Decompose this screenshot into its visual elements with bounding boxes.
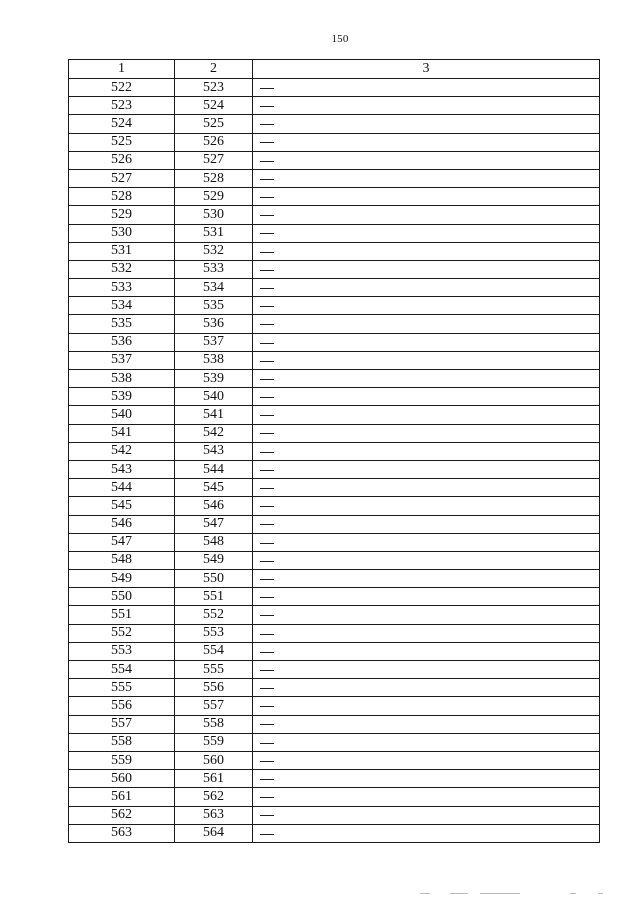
table-row	[69, 206, 600, 224]
dash-mark	[260, 397, 274, 398]
dash-mark	[260, 652, 274, 653]
cell-col-2: 559	[175, 733, 253, 751]
table-row	[69, 533, 600, 551]
table-row	[69, 79, 600, 97]
cell-col-1: 539	[69, 388, 175, 406]
dash-mark	[260, 670, 274, 671]
cell-col-1: 543	[69, 460, 175, 478]
cell-col-3	[253, 333, 600, 351]
cell-col-2: 523	[175, 79, 253, 97]
cell-col-1: 557	[69, 715, 175, 733]
cell-col-2: 533	[175, 260, 253, 278]
cell-col-3	[253, 497, 600, 515]
cell-col-2: 557	[175, 697, 253, 715]
dash-mark	[260, 433, 274, 434]
dash-mark	[260, 779, 274, 780]
dash-mark	[260, 142, 274, 143]
cell-col-1: 522	[69, 79, 175, 97]
cell-col-3	[253, 697, 600, 715]
cell-col-3	[253, 661, 600, 679]
cell-col-1: 555	[69, 679, 175, 697]
cell-col-3	[253, 642, 600, 660]
cell-col-3	[253, 770, 600, 788]
cell-col-2: 530	[175, 206, 253, 224]
cell-col-3	[253, 279, 600, 297]
cell-col-3	[253, 570, 600, 588]
cell-col-2: 539	[175, 370, 253, 388]
cell-col-3	[253, 315, 600, 333]
cell-col-1: 550	[69, 588, 175, 606]
cell-col-2: 525	[175, 115, 253, 133]
table-row	[69, 333, 600, 351]
cell-col-3	[253, 533, 600, 551]
table-row	[69, 188, 600, 206]
dash-mark	[260, 634, 274, 635]
cell-col-3	[253, 206, 600, 224]
scan-mark	[570, 893, 576, 894]
cell-col-3	[253, 824, 600, 842]
dash-mark	[260, 124, 274, 125]
cell-col-1: 538	[69, 370, 175, 388]
dash-mark	[260, 252, 274, 253]
cell-col-3	[253, 370, 600, 388]
cell-col-3	[253, 551, 600, 569]
table-row	[69, 424, 600, 442]
dash-mark	[260, 88, 274, 89]
cell-col-3	[253, 151, 600, 169]
dash-mark	[260, 506, 274, 507]
dash-mark	[260, 579, 274, 580]
table-row	[69, 697, 600, 715]
dash-mark	[260, 706, 274, 707]
cell-col-1: 551	[69, 606, 175, 624]
page-number: 150	[331, 33, 349, 45]
cell-col-3	[253, 188, 600, 206]
table-row	[69, 642, 600, 660]
table-row	[69, 751, 600, 769]
dash-mark	[260, 561, 274, 562]
table-row	[69, 788, 600, 806]
dash-mark	[260, 379, 274, 380]
cell-col-1: 549	[69, 570, 175, 588]
dash-mark	[260, 543, 274, 544]
table-row	[69, 279, 600, 297]
dash-mark	[260, 834, 274, 835]
cell-col-3	[253, 588, 600, 606]
column-header-3: 3	[253, 60, 600, 79]
dash-mark	[260, 488, 274, 489]
cell-col-1: 542	[69, 442, 175, 460]
cell-col-2: 541	[175, 406, 253, 424]
cell-col-2: 524	[175, 97, 253, 115]
dash-mark	[260, 815, 274, 816]
table-row	[69, 497, 600, 515]
cell-col-3	[253, 406, 600, 424]
dash-mark	[260, 761, 274, 762]
table-row	[69, 824, 600, 842]
table-row	[69, 551, 600, 569]
scan-mark	[480, 893, 520, 894]
table-body	[69, 79, 600, 843]
cell-col-2: 552	[175, 606, 253, 624]
cell-col-3	[253, 460, 600, 478]
cell-col-3	[253, 169, 600, 187]
cell-col-2: 550	[175, 570, 253, 588]
cell-col-2: 536	[175, 315, 253, 333]
column-header-1: 1	[69, 60, 175, 79]
cell-col-1: 554	[69, 661, 175, 679]
cell-col-2: 528	[175, 169, 253, 187]
cell-col-3	[253, 97, 600, 115]
dash-mark	[260, 197, 274, 198]
column-header-2: 2	[175, 60, 253, 79]
cell-col-1: 548	[69, 551, 175, 569]
cell-col-3	[253, 715, 600, 733]
cell-col-2: 546	[175, 497, 253, 515]
table-row	[69, 133, 600, 151]
cell-col-2: 554	[175, 642, 253, 660]
table-row	[69, 715, 600, 733]
cell-col-1: 536	[69, 333, 175, 351]
dash-mark	[260, 215, 274, 216]
cell-col-2: 549	[175, 551, 253, 569]
dash-mark	[260, 161, 274, 162]
cell-col-1: 523	[69, 97, 175, 115]
table-row	[69, 315, 600, 333]
cell-col-3	[253, 515, 600, 533]
cell-col-3	[253, 788, 600, 806]
dash-mark	[260, 688, 274, 689]
cell-col-3	[253, 260, 600, 278]
table-row	[69, 151, 600, 169]
cell-col-1: 562	[69, 806, 175, 824]
table-row	[69, 406, 600, 424]
cell-col-1: 558	[69, 733, 175, 751]
cell-col-3	[253, 79, 600, 97]
table-row	[69, 606, 600, 624]
dash-mark	[260, 724, 274, 725]
cell-col-1: 528	[69, 188, 175, 206]
cell-col-1: 561	[69, 788, 175, 806]
table-row	[69, 770, 600, 788]
cell-col-2: 564	[175, 824, 253, 842]
cell-col-1: 531	[69, 242, 175, 260]
cell-col-3	[253, 388, 600, 406]
cell-col-2: 555	[175, 661, 253, 679]
cell-col-3	[253, 297, 600, 315]
table-row	[69, 242, 600, 260]
dash-mark	[260, 233, 274, 234]
table-row	[69, 169, 600, 187]
dash-mark	[260, 179, 274, 180]
cell-col-2: 553	[175, 624, 253, 642]
cell-col-1: 533	[69, 279, 175, 297]
table-row	[69, 388, 600, 406]
scan-mark	[450, 893, 468, 894]
cell-col-1: 559	[69, 751, 175, 769]
cell-col-2: 540	[175, 388, 253, 406]
cell-col-2: 535	[175, 297, 253, 315]
cell-col-2: 561	[175, 770, 253, 788]
table-row	[69, 297, 600, 315]
dash-mark	[260, 743, 274, 744]
table-row	[69, 733, 600, 751]
dash-mark	[260, 270, 274, 271]
cell-col-2: 544	[175, 460, 253, 478]
table-row	[69, 661, 600, 679]
cell-col-1: 544	[69, 479, 175, 497]
cell-col-1: 547	[69, 533, 175, 551]
cell-col-1: 530	[69, 224, 175, 242]
cell-col-2: 538	[175, 351, 253, 369]
cell-col-1: 527	[69, 169, 175, 187]
table-row	[69, 570, 600, 588]
dash-mark	[260, 524, 274, 525]
cell-col-1: 545	[69, 497, 175, 515]
dash-mark	[260, 361, 274, 362]
cell-col-2: 556	[175, 679, 253, 697]
cell-col-3	[253, 606, 600, 624]
cell-col-3	[253, 115, 600, 133]
cell-col-3	[253, 679, 600, 697]
cell-col-2: 560	[175, 751, 253, 769]
cell-col-2: 526	[175, 133, 253, 151]
cell-col-2: 558	[175, 715, 253, 733]
table-row	[69, 515, 600, 533]
dash-mark	[260, 797, 274, 798]
cell-col-1: 537	[69, 351, 175, 369]
cell-col-3	[253, 424, 600, 442]
dash-mark	[260, 415, 274, 416]
table-row	[69, 97, 600, 115]
table-row	[69, 679, 600, 697]
cell-col-3	[253, 133, 600, 151]
table-row	[69, 588, 600, 606]
table-row	[69, 370, 600, 388]
table-row	[69, 460, 600, 478]
cell-col-3	[253, 479, 600, 497]
scan-mark	[420, 893, 430, 894]
dash-mark	[260, 106, 274, 107]
dash-mark	[260, 324, 274, 325]
cell-col-1: 524	[69, 115, 175, 133]
cell-col-1: 529	[69, 206, 175, 224]
cell-col-2: 542	[175, 424, 253, 442]
cell-col-2: 563	[175, 806, 253, 824]
table-row	[69, 351, 600, 369]
cell-col-1: 541	[69, 424, 175, 442]
cell-col-2: 537	[175, 333, 253, 351]
cell-col-1: 532	[69, 260, 175, 278]
cell-col-3	[253, 751, 600, 769]
cell-col-3	[253, 442, 600, 460]
cell-col-3	[253, 806, 600, 824]
cell-col-1: 552	[69, 624, 175, 642]
cell-col-2: 545	[175, 479, 253, 497]
cell-col-1: 526	[69, 151, 175, 169]
cell-col-2: 562	[175, 788, 253, 806]
cell-col-3	[253, 242, 600, 260]
dash-mark	[260, 470, 274, 471]
cell-col-3	[253, 624, 600, 642]
dash-mark	[260, 306, 274, 307]
cell-col-2: 543	[175, 442, 253, 460]
dash-mark	[260, 597, 274, 598]
cell-col-1: 560	[69, 770, 175, 788]
table-row	[69, 624, 600, 642]
dash-mark	[260, 452, 274, 453]
header-row	[69, 60, 600, 79]
data-table	[68, 59, 600, 843]
cell-col-2: 532	[175, 242, 253, 260]
cell-col-1: 556	[69, 697, 175, 715]
cell-col-1: 534	[69, 297, 175, 315]
cell-col-3	[253, 733, 600, 751]
table-row	[69, 260, 600, 278]
dash-mark	[260, 288, 274, 289]
cell-col-1: 546	[69, 515, 175, 533]
table-row	[69, 442, 600, 460]
dash-mark	[260, 615, 274, 616]
cell-col-1: 535	[69, 315, 175, 333]
cell-col-2: 527	[175, 151, 253, 169]
scan-mark	[598, 893, 603, 894]
table-row	[69, 479, 600, 497]
table-row	[69, 224, 600, 242]
cell-col-3	[253, 351, 600, 369]
cell-col-2: 547	[175, 515, 253, 533]
cell-col-1: 540	[69, 406, 175, 424]
table-row	[69, 806, 600, 824]
cell-col-2: 534	[175, 279, 253, 297]
dash-mark	[260, 343, 274, 344]
cell-col-2: 529	[175, 188, 253, 206]
cell-col-3	[253, 224, 600, 242]
cell-col-1: 525	[69, 133, 175, 151]
cell-col-1: 553	[69, 642, 175, 660]
cell-col-2: 551	[175, 588, 253, 606]
cell-col-2: 531	[175, 224, 253, 242]
cell-col-1: 563	[69, 824, 175, 842]
table-header	[69, 60, 600, 79]
table-row	[69, 115, 600, 133]
cell-col-2: 548	[175, 533, 253, 551]
scan-artifact-marks	[420, 893, 610, 899]
